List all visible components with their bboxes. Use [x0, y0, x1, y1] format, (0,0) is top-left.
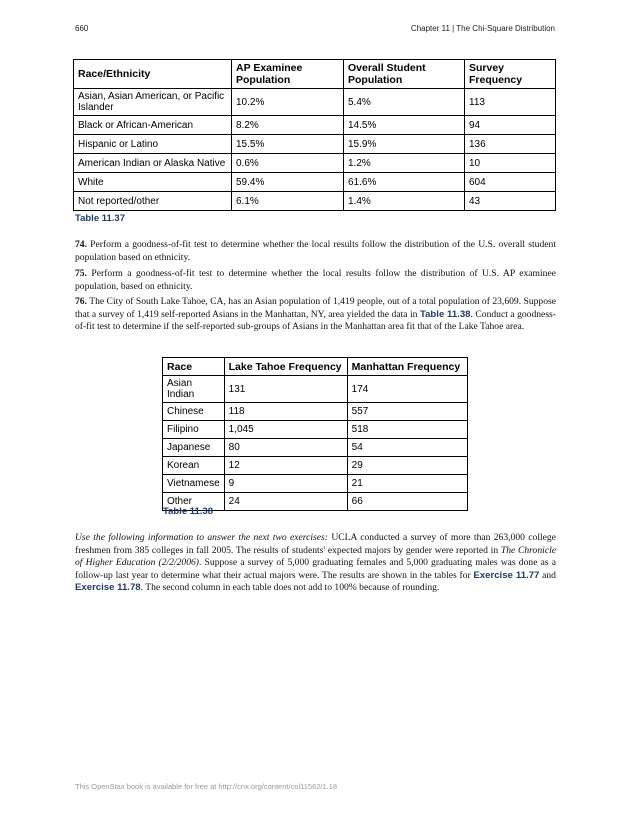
table-cell: Filipino: [163, 421, 225, 439]
column-header: Lake Tahoe Frequency: [224, 358, 347, 376]
table-cell: 15.5%: [232, 135, 344, 154]
page-number: 660: [75, 24, 89, 33]
table-cell: Korean: [163, 457, 225, 475]
table-row: [163, 421, 468, 439]
table-row: [74, 154, 556, 173]
exercise-text: Perform a goodness-of-fit test to determine whether the local results follow the distribution of the U.S. overall student population based on ethnicity.: [75, 239, 556, 263]
table-row: [163, 403, 468, 421]
table-cell: Not reported/other: [74, 192, 232, 211]
table-cell: 518: [347, 421, 467, 439]
table-cell: 557: [347, 403, 467, 421]
column-header: Manhattan Frequency: [347, 358, 467, 376]
table-caption: Table 11.38: [163, 506, 213, 517]
table-cell: 136: [465, 135, 556, 154]
table-cell: 1.4%: [344, 192, 465, 211]
table-cell: 6.1%: [232, 192, 344, 211]
column-header: AP Examinee Population: [232, 60, 344, 89]
exercise-link[interactable]: Exercise 11.77: [473, 569, 540, 581]
table-header-row: [163, 358, 468, 376]
table-row: [163, 457, 468, 475]
table-cell: 5.4%: [344, 89, 465, 116]
table-cell: Chinese: [163, 403, 225, 421]
table-row: [74, 192, 556, 211]
exercise-74: [75, 239, 556, 264]
intro-text: and: [539, 569, 556, 581]
table-cell: 94: [465, 116, 556, 135]
table-row: [74, 116, 556, 135]
intro-italic: Use the following information to answer the next two exercises:: [75, 532, 328, 543]
table-cell: 1,045: [224, 421, 347, 439]
table-row: [74, 89, 556, 116]
table-row: [74, 135, 556, 154]
table-cell: 21: [347, 475, 467, 493]
table-link[interactable]: Table 11.38: [419, 308, 471, 320]
exercise-text: Perform a goodness-of-fit test to determine whether the local results follow the distribution of U.S. AP examinee population, based on ethnicity.: [75, 268, 556, 292]
table-cell: Asian, Asian American, or Pacific Islander: [74, 89, 232, 116]
table-cell: 29: [347, 457, 467, 475]
exercise-75: [75, 268, 556, 293]
table-cell: Japanese: [163, 439, 225, 457]
table-cell: White: [74, 173, 232, 192]
exercise-intro: [75, 532, 556, 595]
exercise-link[interactable]: Exercise 11.78: [75, 582, 141, 594]
table-cell: 0.6%: [232, 154, 344, 173]
intro-text: UCLA conducted a survey of more than 263,000 college freshmen from 385 colleges in fall 2005. The results of students' expected majors by gender were reported in: [75, 532, 556, 556]
intro-text: . Suppose a survey of 5,000 graduating females and 5,000 graduating males was done as a follow-up last year to determine what their actual majors were. The results are shown in the tables for: [75, 557, 556, 581]
table-cell: 12: [224, 457, 347, 475]
table-row: [74, 173, 556, 192]
footer-note: This OpenStax book is available for free at http://cnx.org/content/col11562/1.18: [75, 782, 338, 791]
column-header: Overall Student Population: [344, 60, 465, 89]
table-row: [163, 475, 468, 493]
table-cell: 10: [465, 154, 556, 173]
table-cell: 59.4%: [232, 173, 344, 192]
table-cell: American Indian or Alaska Native: [74, 154, 232, 173]
table-cell: 80: [224, 439, 347, 457]
table-row: [163, 376, 468, 403]
table-cell: 54: [347, 439, 467, 457]
ethnicity-table: [73, 59, 556, 211]
table-cell: Other: [163, 493, 225, 511]
column-header: Survey Frequency: [465, 60, 556, 89]
exercise-76: [75, 296, 556, 334]
table-cell: 8.2%: [232, 116, 344, 135]
asian-subgroup-table: [162, 357, 468, 511]
table-cell: 14.5%: [344, 116, 465, 135]
table-cell: 131: [224, 376, 347, 403]
table-cell: Asian Indian: [163, 376, 225, 403]
table-cell: Black or African-American: [74, 116, 232, 135]
column-header: Race: [163, 358, 225, 376]
table-cell: 174: [347, 376, 467, 403]
table-cell: Hispanic or Latino: [74, 135, 232, 154]
table-cell: 1.2%: [344, 154, 465, 173]
table-cell: 604: [465, 173, 556, 192]
table-cell: 66: [347, 493, 467, 511]
table-cell: 113: [465, 89, 556, 116]
table-cell: 15.9%: [344, 135, 465, 154]
source-italic: The Chronicle of Higher Education (2/2/2006): [75, 544, 556, 569]
table-cell: Vietnamese: [163, 475, 225, 493]
table-cell: 118: [224, 403, 347, 421]
table-cell: 61.6%: [344, 173, 465, 192]
exercise-number: 75.: [75, 268, 87, 279]
exercise-number: 76.: [75, 296, 87, 307]
chapter-title: Chapter 11 | The Chi-Square Distribution: [410, 24, 555, 33]
table-cell: 9: [224, 475, 347, 493]
table-row: [163, 439, 468, 457]
table-caption: Table 11.37: [75, 213, 125, 224]
exercise-number: 74.: [75, 239, 87, 250]
table-cell: 24: [224, 493, 347, 511]
intro-text: . The second column in each table does not add to 100% because of rounding.: [140, 582, 440, 594]
column-header: Race/Ethnicity: [74, 60, 232, 89]
exercise-text: . Conduct a goodness-of-fit test to determine if the self-reported sub-groups of Asians in the Manhattan area fit that of the Lake Tahoe area.: [75, 308, 556, 333]
table-cell: 43: [465, 192, 556, 211]
table-header-row: [74, 60, 556, 89]
table-cell: 10.2%: [232, 89, 344, 116]
exercise-text: The City of South Lake Tahoe, CA, has an Asian population of 1,419 people, out of a total population of 23,609. Suppose that a survey of 1,419 self-reported Asians in the Manhattan, NY, area yielded the data in: [75, 296, 557, 320]
